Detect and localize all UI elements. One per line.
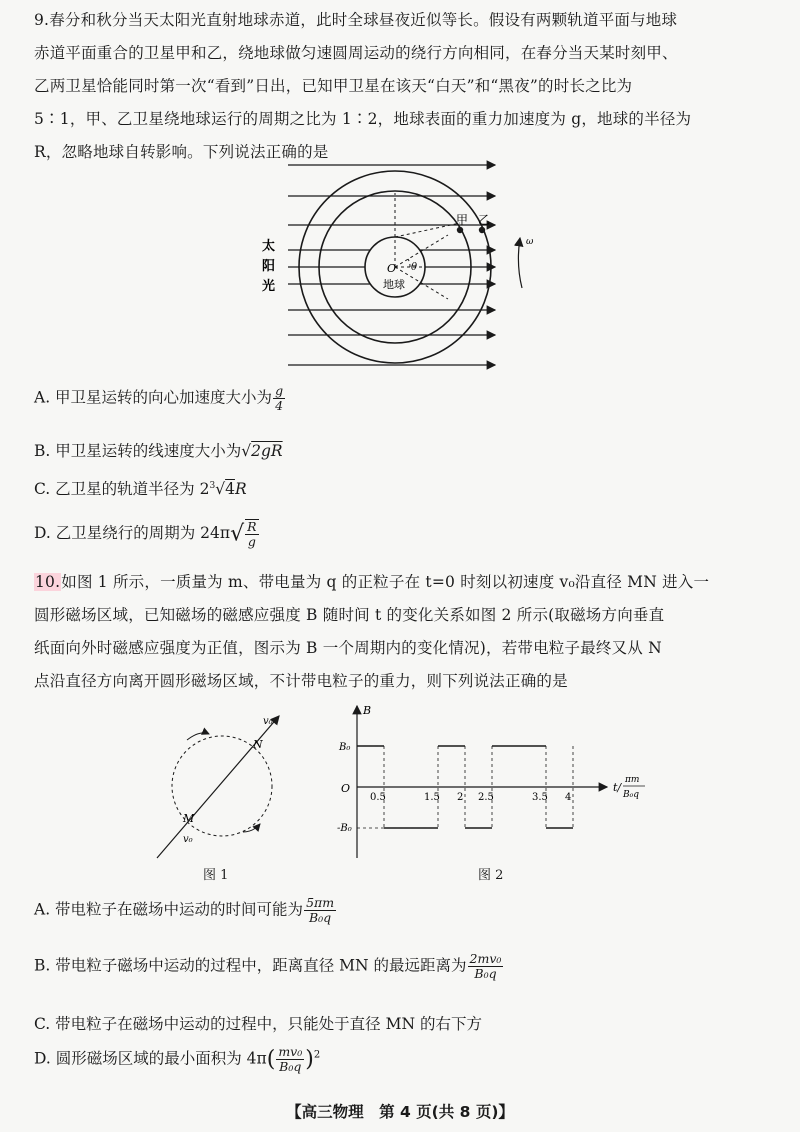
- x-axis-label: t/: [613, 781, 622, 794]
- label-n: N: [253, 738, 263, 751]
- neg-b0-label: -B₀: [337, 823, 352, 834]
- q10-option-d: D. 圆形磁场区域的最小面积为 4π( $\frac{\text{mv₀}}{\text{B₀q}}$ )$^2$: [34, 1044, 321, 1074]
- q10-figure-2-b-t-chart: [335, 700, 670, 865]
- sun-label-2: 阳: [262, 259, 276, 274]
- q9-line-4: 5∶1，甲、乙卫星绕地球运行的周期之比为 1∶2，地球表面的重力加速度为 g，地球的半径为: [34, 110, 692, 128]
- q9-orbit-diagram: [250, 160, 550, 375]
- satellite-yi: [479, 227, 485, 233]
- x-tick-label: 2.5: [478, 792, 494, 803]
- label-v0-top: v₀: [263, 716, 273, 727]
- fig1-caption: 图 1: [203, 868, 229, 883]
- q9-line-3: 乙两卫星恰能同时第一次“看到”日出，已知甲卫星在该天“白天”和“黑夜”的时长之比为: [34, 77, 633, 95]
- x-tick-label: 3.5: [532, 792, 548, 803]
- x-tick-label: 2: [457, 792, 464, 803]
- label-yi: 乙: [478, 213, 491, 227]
- q10-option-c: C. 带电粒子在磁场中运动的过程中，只能处于直径 MN 的右下方: [34, 1015, 482, 1033]
- question-10-stem: [34, 566, 774, 698]
- page-footer: 【高三物理 第 4 页(共 8 页)】: [286, 1103, 514, 1121]
- q9-option-c: C. 乙卫星的轨道半径为 $2^3√4R$: [34, 480, 247, 498]
- label-center-o: O: [387, 262, 397, 275]
- label-theta: θ: [411, 262, 418, 273]
- q10-number: 10.: [35, 573, 61, 591]
- q9-line-1: 9.春分和秋分当天太阳光直射地球赤道，此时全球昼夜近似等长。假设有两颗轨道平面与地球: [34, 11, 678, 29]
- q10-option-b: B. 带电粒子磁场中运动的过程中，距离直径 MN 的最远距离为 $\frac{\text{2mv₀}}{\text{B₀q}}$: [34, 951, 502, 981]
- q9-line-2: 赤道平面重合的卫星甲和乙，绕地球做匀速圆周运动的绕行方向相同，在春分当天某时刻甲、: [34, 44, 678, 62]
- q9-option-b: B. 甲卫星运转的线速度大小为√2gR: [34, 442, 283, 460]
- q10-line-1: 如图 1 所示，一质量为 m、带电量为 q 的正粒子在 t=0 时刻以初速度 v₀沿直径 MN 进入一: [61, 573, 710, 591]
- y-axis-label: B: [363, 704, 372, 717]
- x-unit-den: B₀q: [623, 790, 639, 800]
- fig2-caption: 图 2: [478, 868, 504, 883]
- x-unit-num: πm: [625, 775, 640, 785]
- sun-label-3: 光: [262, 279, 276, 294]
- q9-option-d: D. 乙卫星绕行的周期为 24π√ $\frac{R}{g}$: [34, 519, 257, 549]
- q10-line-3: 纸面向外时磁感应强度为正值，图示为 B 一个周期内的变化情况)，若带电粒子最终又从 N: [34, 639, 662, 657]
- satellite-jia: [457, 227, 463, 233]
- x-tick-label: 1.5: [424, 792, 440, 803]
- x-tick-label: 0.5: [370, 792, 386, 803]
- q10-option-a: A. 带电粒子在磁场中运动的时间可能为 $\frac{5\pi m}{\text{B₀q}}$: [34, 895, 335, 925]
- label-jia: 甲: [456, 213, 469, 227]
- b0-label: B₀: [339, 742, 351, 753]
- q9-option-a: A. 甲卫星运转的向心加速度大小为 $\frac{g}{4}$: [34, 383, 284, 413]
- q10-line-2: 圆形磁场区域，已知磁场的磁感应强度 B 随时间 t 的变化关系如图 2 所示(取磁场方向垂直: [34, 606, 665, 624]
- sun-label-1: 太: [262, 239, 276, 254]
- label-omega: ω: [526, 237, 534, 247]
- q10-line-4: 点沿直径方向离开圆形磁场区域，不计带电粒子的重力，则下列说法正确的是: [34, 672, 568, 690]
- label-earth: 地球: [383, 278, 405, 291]
- origin-label: O: [341, 782, 351, 795]
- label-m: M: [183, 812, 195, 825]
- q9-line-5: R，忽略地球自转影响。下列说法正确的是: [34, 143, 329, 161]
- q10-figure-1: [145, 708, 295, 868]
- question-9-stem: [34, 4, 774, 169]
- label-v0-bottom: v₀: [183, 834, 193, 845]
- x-tick-label: 4: [565, 792, 572, 803]
